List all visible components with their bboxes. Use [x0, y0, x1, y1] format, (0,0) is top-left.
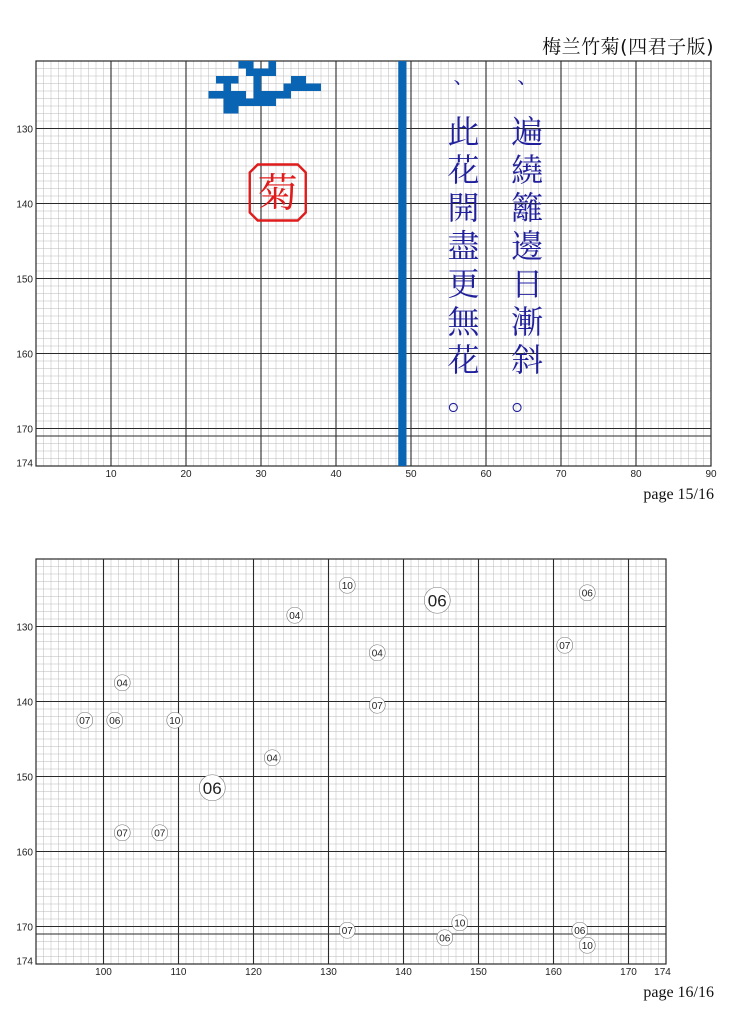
blue-vertical-bar: [398, 61, 406, 466]
poem-character: 邊: [511, 227, 544, 265]
blue-stitch: [239, 99, 247, 107]
color-code-badge-10: [452, 915, 468, 931]
x-tick-label: 150: [470, 967, 487, 978]
blue-stitch: [254, 69, 262, 77]
x-tick-label: 20: [180, 469, 192, 480]
x-tick-label: 120: [245, 967, 262, 978]
blue-stitch: [246, 99, 254, 107]
poem-character: 更: [447, 265, 480, 303]
x-tick-label: 80: [630, 469, 642, 480]
badge-code: 10: [454, 918, 466, 930]
y-tick-label: 130: [16, 622, 33, 634]
blue-stitch: [261, 91, 269, 99]
blue-stitch: [246, 69, 254, 77]
poem-character: 日: [511, 265, 544, 303]
color-code-badge-06: [437, 930, 453, 946]
x-tick-label: 50: [405, 469, 417, 480]
page-number-16: page 16/16: [643, 984, 714, 1001]
color-code-badge-04: [369, 645, 385, 661]
badge-code: 07: [341, 925, 353, 937]
y-tick-label: 140: [16, 697, 33, 709]
poem-character: 籬: [511, 189, 544, 227]
poem-character: 開: [447, 189, 480, 227]
y-tick-label: 170: [16, 922, 33, 934]
blue-stitch: [209, 91, 217, 99]
badge-code: 10: [581, 940, 593, 952]
blue-stitch: [254, 99, 262, 107]
color-code-badge-07: [339, 922, 355, 938]
poem-mark: 、: [517, 64, 538, 88]
poem-character: 花: [447, 341, 480, 379]
x-tick-label: 100: [95, 967, 112, 978]
x-tick-label: 30: [255, 469, 267, 480]
badge-code: 10: [341, 580, 353, 592]
poem-character: 繞: [511, 151, 544, 189]
x-tick-label: 140: [395, 967, 412, 978]
poem-character: 遍: [511, 113, 544, 151]
badge-code: 06: [109, 715, 121, 727]
blue-stitch: [269, 61, 277, 69]
poem-mark: 、: [453, 64, 474, 88]
blue-stitch: [224, 99, 232, 107]
poem-character: 花: [447, 151, 480, 189]
blue-stitch: [314, 84, 322, 92]
blue-stitch: [231, 91, 239, 99]
badge-code: 06: [427, 591, 447, 611]
blue-stitch: [261, 69, 269, 77]
badge-code: 07: [116, 828, 128, 840]
blue-stitch: [276, 91, 284, 99]
y-tick-label: 174: [16, 956, 33, 968]
blue-stitch: [231, 106, 239, 114]
color-code-badge-07: [152, 825, 168, 841]
badge-code: 07: [559, 640, 571, 652]
blue-stitch: [246, 61, 254, 69]
blue-stitch: [269, 99, 277, 107]
badge-code: 10: [169, 715, 181, 727]
y-tick-label: 174: [16, 458, 33, 470]
color-code-badge-10: [579, 937, 595, 953]
color-code-badge-10: [167, 712, 183, 728]
x-tick-label: 160: [545, 967, 562, 978]
poem-character: 斜: [511, 341, 544, 379]
y-tick-label: 160: [16, 847, 33, 859]
color-code-badge-04: [114, 675, 130, 691]
poem-character: 。: [447, 379, 480, 417]
page-15-chart: [16, 61, 717, 480]
color-code-badge-07: [557, 637, 573, 653]
y-tick-label: 140: [16, 199, 33, 211]
blue-stitch: [284, 91, 292, 99]
blue-stitch: [224, 106, 232, 114]
badge-code: 07: [154, 828, 166, 840]
badge-code: 06: [581, 588, 593, 600]
x-tick-label: 130: [320, 967, 337, 978]
blue-stitch: [269, 69, 277, 77]
blue-stitch: [239, 91, 247, 99]
blue-stitch: [224, 84, 232, 92]
blue-stitch: [216, 76, 224, 84]
x-tick-label: 70: [555, 469, 567, 480]
color-code-badge-06: [107, 712, 123, 728]
x-tick-label: 90: [705, 469, 717, 480]
badge-code: 04: [266, 753, 278, 765]
blue-stitch: [224, 76, 232, 84]
x-tick-label: 170: [620, 967, 637, 978]
blue-stitch: [216, 91, 224, 99]
blue-stitch: [291, 84, 299, 92]
x-tick-label: 110: [170, 967, 187, 978]
color-code-badge-06: [572, 922, 588, 938]
y-tick-label: 130: [16, 124, 33, 136]
badge-code: 06: [202, 778, 222, 798]
x-tick-label: 40: [330, 469, 342, 480]
blue-stitch: [231, 76, 239, 84]
blue-stitch: [291, 76, 299, 84]
blue-stitch: [299, 76, 307, 84]
poem-character: 盡: [447, 227, 480, 265]
color-code-badge-07: [114, 825, 130, 841]
badge-code: 07: [371, 700, 383, 712]
badge-code: 06: [439, 933, 451, 945]
blue-stitch: [306, 84, 314, 92]
blue-stitch: [261, 99, 269, 107]
x-tick-label: 60: [480, 469, 492, 480]
poem-character: 無: [447, 303, 480, 341]
color-code-badge-06: [424, 587, 450, 613]
badge-code: 04: [289, 610, 301, 622]
y-tick-label: 150: [16, 772, 33, 784]
page-16-chart: [16, 559, 671, 978]
y-tick-label: 170: [16, 424, 33, 436]
page-number-15: page 15/16: [643, 486, 714, 503]
badge-code: 07: [79, 715, 91, 727]
blue-stitch: [224, 91, 232, 99]
blue-stitch: [231, 99, 239, 107]
badge-code: 04: [371, 648, 383, 660]
y-tick-label: 160: [16, 349, 33, 361]
badge-code: 06: [574, 925, 586, 937]
blue-stitch: [254, 76, 262, 84]
blue-stitch: [239, 61, 247, 69]
poem-character: 漸: [511, 303, 544, 341]
color-code-badge-06: [199, 775, 225, 801]
document-title: 梅兰竹菊(四君子版): [542, 36, 714, 58]
poem-character: 。: [511, 379, 544, 417]
color-code-badge-04: [264, 750, 280, 766]
y-tick-label: 150: [16, 274, 33, 286]
poem-character: 此: [447, 113, 480, 151]
blue-stitch: [269, 91, 277, 99]
x-tick-label: 10: [105, 469, 117, 480]
blue-stitch: [284, 84, 292, 92]
blue-stitch: [254, 91, 262, 99]
color-code-badge-07: [369, 697, 385, 713]
color-code-badge-06: [579, 585, 595, 601]
color-code-badge-07: [77, 712, 93, 728]
badge-code: 04: [116, 678, 128, 690]
x-tick-label: 174: [654, 967, 671, 978]
color-code-badge-10: [339, 577, 355, 593]
color-code-badge-04: [287, 607, 303, 623]
blue-stitch: [254, 84, 262, 92]
red-seal-character: 菊: [257, 170, 298, 217]
blue-stitch: [299, 84, 307, 92]
